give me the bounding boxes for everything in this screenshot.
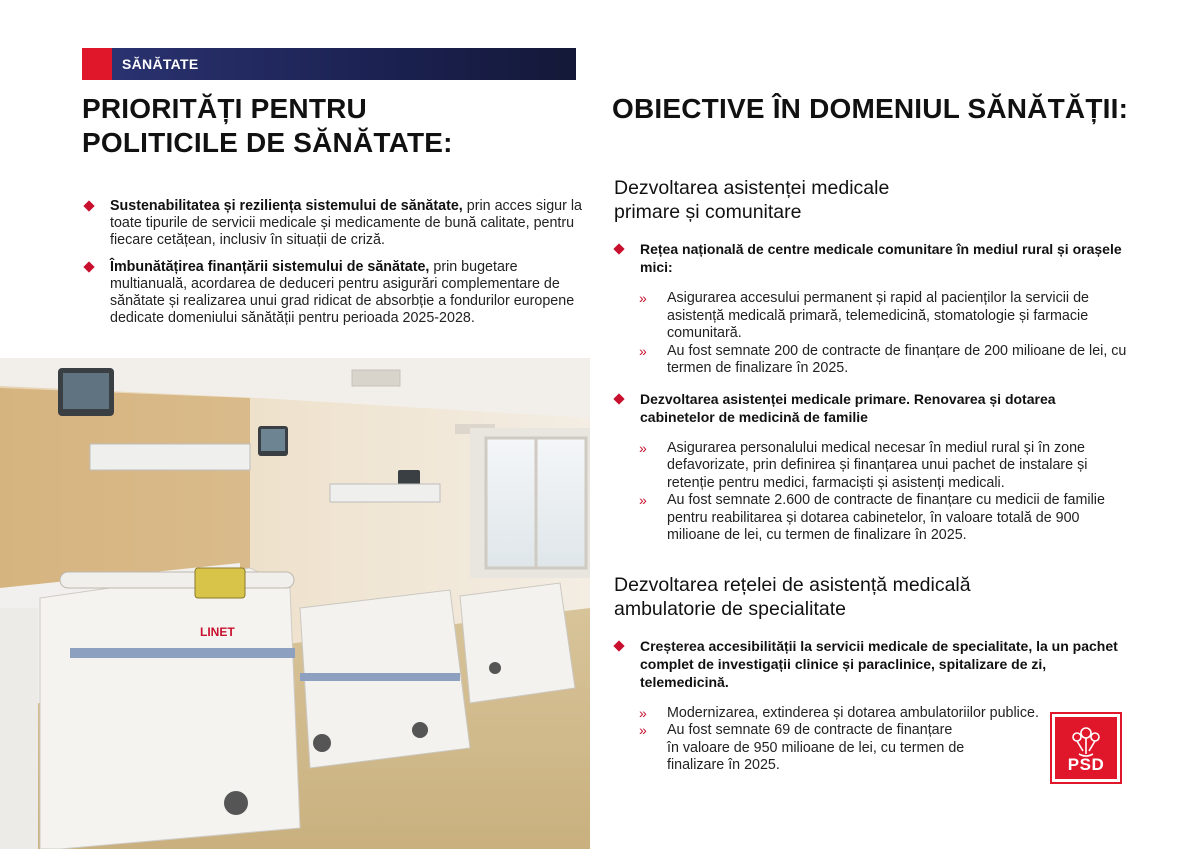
priority-item-text: prin bugetare multianuală, acordarea de deduceri pentru asigurări complementare de sănătate și realizarea unui grad ridicat de absorbție a fondurilor europene dedicate domeniului sănătății pentru perioada 2025-2028.: [110, 259, 575, 326]
left-title-line1: PRIORITĂȚI PENTRU: [82, 93, 367, 124]
section-header-accent: [82, 48, 112, 80]
right-title: OBIECTIVE ÎN DOMENIUL SĂNĂTĂȚII:: [612, 93, 1129, 124]
diamond-bullet-icon: [83, 200, 94, 211]
priority-item: [82, 259, 590, 327]
diamond-bullet-icon: [613, 640, 624, 651]
detail-line: în valoare de 950 milioane de lei, cu termen de: [667, 739, 965, 756]
objective-details: [614, 290, 1134, 378]
detail-text: Asigurarea personalului medical necesar în mediul rural și în zone defavorizate, prin definirea și finanțarea unui pachet de instalare și retenție pentru medici, farmaciști și asistenți medicali.: [667, 439, 1088, 491]
section-label: SĂNĂTATE: [112, 48, 576, 80]
left-title: [82, 92, 582, 160]
psd-logo: [1052, 714, 1120, 782]
subheading-line: ambulatorie de specialitate: [614, 597, 846, 620]
objective-topic: [614, 637, 1134, 691]
diamond-bullet-icon: [83, 261, 94, 272]
diamond-bullet-icon: [613, 243, 624, 254]
detail-item: [639, 342, 1134, 378]
priority-item-text: prin acces sigur la toate tipurile de servicii medicale și medicamente de bună calitate, pentru fiecare cetățean, inclusiv în situații de criză.: [110, 198, 582, 248]
detail-text: Asigurarea accesului permanent și rapid al pacienților la servicii de asistență medicală primară, telemedicină, stomatologie și farmacie comunitară.: [667, 290, 1089, 341]
photo-bed-label: LINET: [200, 625, 235, 639]
priority-item: [82, 198, 590, 249]
detail-text: [667, 722, 964, 773]
detail-text: Au fost semnate 2.600 de contracte de finanțare cu medicii de familie pentru reabilitarea și dotarea cabinetelor, în valoare totală de 900 milioane de lei, cu termen de finalizare în 2025.: [667, 492, 1105, 543]
subheading-line: Dezvoltarea asistenței medicale: [614, 177, 890, 199]
chevron-right-icon: »: [639, 439, 647, 456]
detail-line: Au fost semnate 69 de contracte de finanțare: [667, 722, 953, 738]
section-header-bar: [82, 48, 576, 80]
detail-item: [639, 439, 1134, 493]
hospital-room-photo: [0, 358, 590, 849]
objective-details: [614, 440, 1134, 545]
priorities-list: [82, 198, 590, 337]
subheading-line: primare și comunitare: [614, 201, 802, 223]
objectives-column: [614, 176, 1134, 775]
detail-text: Au fost semnate 200 de contracte de finanțare de 200 milioane de lei, cu termen de finalizare în 2025.: [667, 342, 1127, 376]
detail-item: [639, 290, 1134, 343]
subheading-ambulatory: [614, 573, 1134, 621]
chevron-right-icon: »: [639, 492, 647, 508]
detail-item: [639, 492, 1134, 545]
chevron-right-icon: »: [639, 342, 647, 359]
subheading-primary-care: [614, 176, 1134, 224]
detail-text: Modernizarea, extinderea și dotarea ambulatoriilor publice.: [667, 704, 1039, 721]
diamond-bullet-icon: [613, 393, 624, 404]
subheading-line: Dezvoltarea rețelei de asistență medicală: [614, 573, 971, 596]
chevron-right-icon: »: [639, 290, 647, 306]
logo-text: PSD: [1067, 755, 1105, 774]
objective-topic: [614, 240, 1134, 276]
objective-topic-text: Rețea națională de centre medicale comunitare în mediul rural și orașele mici:: [640, 241, 1122, 275]
objective-topic-text: Creșterea accesibilității la servicii medicale de specialitate, la un pachet complet de investigații clinice și paraclinice, spitalizare de zi, telemedicină.: [640, 637, 1118, 690]
priority-item-bold: Îmbunătățirea finanțării sistemului de sănătate,: [110, 259, 430, 275]
priority-item-bold: Sustenabilitatea și reziliența sistemului de sănătate,: [110, 198, 463, 214]
objective-topic-text: Dezvoltarea asistenței medicale primare. Renovarea și dotarea cabinetelor de medicină de familie: [640, 390, 1056, 425]
objective-topic: [614, 390, 1134, 426]
detail-line: finalizare în 2025.: [667, 757, 780, 773]
left-title-line2: POLITICILE DE SĂNĂTATE:: [82, 127, 453, 158]
chevron-right-icon: »: [639, 722, 647, 738]
chevron-right-icon: »: [639, 704, 647, 721]
